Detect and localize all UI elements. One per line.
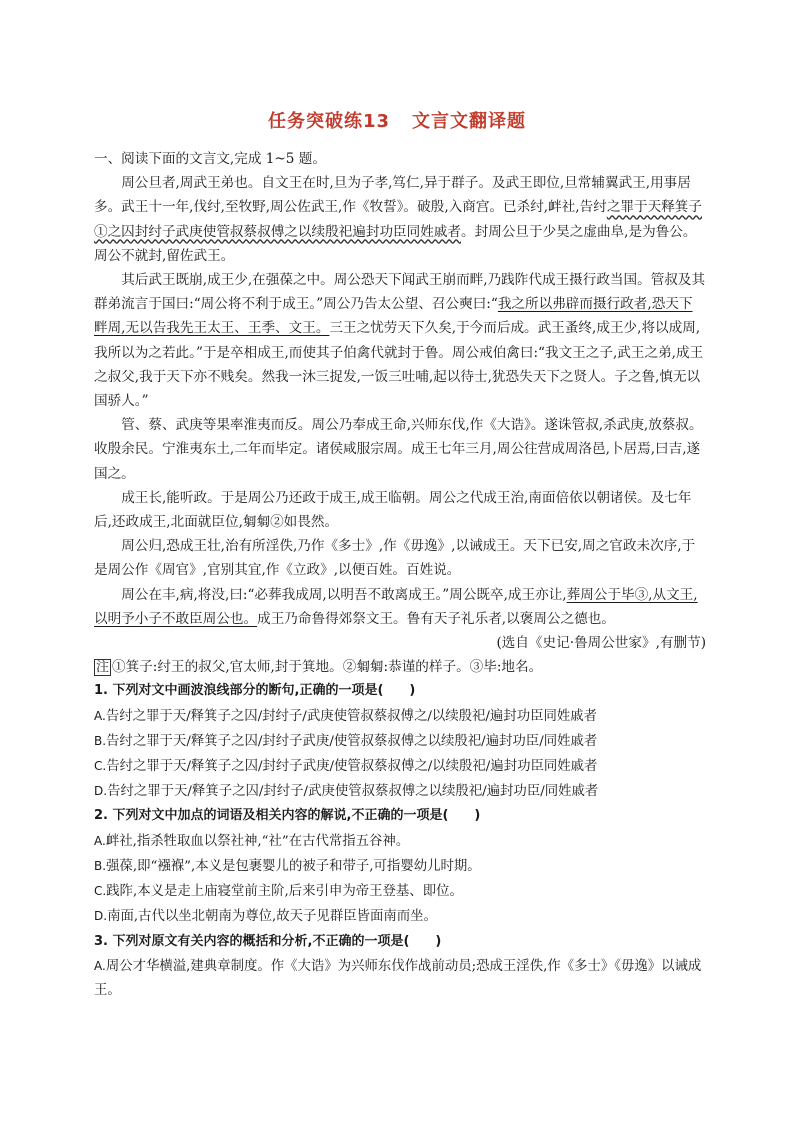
passage-paragraph-3: 管、蔡、武庚等果率淮夷而反。周公乃奉成王命,兴师东伐,作《大诰》。遂诛管叔,杀武庚,放蔡叔。收殷余民。宁淮夷东土,二年而毕定。诸侯咸服宗周。成王七年三月,周公往营成周洛邑,卜居焉,曰吉,遂国之。 bbox=[94, 417, 703, 482]
document-content bbox=[94, 147, 706, 1003]
question-1-option-c[interactable]: C.告纣之罪于天/释箕子之囚/封纣子武庚/使管叔蔡叔傅之/以续殷祀/遍封功臣同姓戚者 bbox=[94, 759, 598, 775]
section-heading: 一、阅读下面的文言文,完成 1~5 题。 bbox=[94, 151, 326, 167]
passage-paragraph-4: 成王长,能听政。于是周公乃还政于成王,成王临朝。周公之代成王治,南面倍依以朝诸侯。及七年后,还政成王,北面就臣位,匔匔②如畏然。 bbox=[94, 489, 692, 531]
question-2-stem: 2. 下列对文中加点的词语及相关内容的解说,不正确的一项是( ) bbox=[94, 808, 481, 824]
underlined-sentence-1: 我之所以弗辟而摄行政者,恐天下畔周,无以告我先王太王、王季、文王。 bbox=[94, 296, 693, 337]
passage-paragraph-6: 周公在丰,病,将没,曰:“必葬我成周,以明吾不敢离成王。”周公既卒,成王亦让,葬周公于毕③,从文王,以明予小子不敢臣周公也。成王乃命鲁得郊祭文王。鲁有天子礼乐者,以褒周公之德也。 bbox=[94, 586, 698, 627]
question-1-option-a[interactable]: A.告纣之罪于天/释箕子之囚/封纣子/武庚使管叔蔡叔傅之/以续殷祀/遍封功臣同姓戚者 bbox=[94, 708, 598, 724]
question-1-option-b[interactable]: B.告纣之罪于天/释箕子之囚/封纣子武庚/使管叔蔡叔傅之以续殷祀/遍封功臣/同姓戚者 bbox=[94, 733, 598, 749]
note-text: ①箕子:纣王的叔父,官太师,封于箕地。②匔匔:恭谨的样子。③毕:地名。 bbox=[112, 659, 543, 676]
passage-paragraph-2: 其后武王既崩,成王少,在强葆之中。周公恐天下闻武王崩而畔,乃践阼代成王摄行政当国。管叔及其群弟流言于国曰:“周公将不利于成王。”周公乃告太公望、召公奭曰:“我之所以弗辟而摄行政者,恐天下畔周,无以告我先王太王、王季、文王。三王之忧劳天下久矣,于今而后成。武王蚤终,成王少,将以成周,我所以为之若此。”于是卒相成王,而使其子伯禽代就封于鲁。周公戒伯禽曰:“我文王之子,武王之弟,成王之叔父,我于天下亦不贱矣。然我一沐三捉发,一饭三吐哺,起以待士,犹恐失天下之贤人。子之鲁,慎无以国骄人。” bbox=[94, 272, 706, 410]
question-2-option-a[interactable]: A.衅社,指杀牲取血以祭社神,“社”在古代常指五谷神。 bbox=[94, 833, 410, 849]
title-part-2: 文言文翻译题 bbox=[412, 111, 527, 132]
question-2-option-c[interactable]: C.践阼,本义是走上庙寝堂前主阶,后来引申为帝王登基、即位。 bbox=[94, 884, 463, 900]
page-title bbox=[0, 107, 794, 133]
question-3-stem: 3. 下列对原文有关内容的概括和分析,不正确的一项是( ) bbox=[94, 933, 442, 949]
passage-source: (选自《史记·鲁周公世家》,有删节) bbox=[496, 635, 706, 652]
passage-paragraph-1: 周公旦者,周武王弟也。自文王在时,旦为子孝,笃仁,异于群子。及武王即位,旦常辅翼武王,用事居多。武王十一年,伐纣,至牧野,周公佐武王,作《牧誓》。破殷,入商宫。已杀纣,衅社,告纣之罪于天释箕子①之囚封纣子武庚使管叔蔡叔傅之以续殷祀遍封功臣同姓戚者。封周公旦于少昊之虚曲阜,是为鲁公。周公不就封,留佐武王。 bbox=[94, 175, 702, 264]
question-3-option-a[interactable]: A.周公才华横溢,建典章制度。作《大诰》为兴师东伐作战前动员;恐成王淫佚,作《多士》《毋逸》以诫成王。 bbox=[94, 958, 702, 998]
footnotes bbox=[94, 655, 706, 679]
question-2-option-d[interactable]: D.南面,古代以坐北朝南为尊位,故天子见群臣皆面南而坐。 bbox=[94, 909, 437, 925]
note-label: 注 bbox=[96, 660, 110, 676]
title-part-1: 任务突破练13 bbox=[267, 111, 391, 132]
question-1-option-d[interactable]: D.告纣之罪于天/释箕子之囚/封纣子/武庚使管叔蔡叔傅之以续殷祀/遍封功臣/同姓戚者 bbox=[94, 784, 599, 800]
question-2-option-b[interactable]: B.强葆,即“襁褓”,本义是包裹婴儿的被子和带子,可指婴幼儿时期。 bbox=[94, 858, 481, 874]
underlined-sentence-2: 葬周公于毕③,从文王,以明予小子不敢臣周公也。 bbox=[94, 586, 698, 627]
wavy-underlined-text: 之罪于天释箕子①之囚封纣子武庚使管叔蔡叔傅之以续殷祀遍封功臣同姓戚者 bbox=[94, 199, 702, 240]
question-1-stem: 1. 下列对文中画波浪线部分的断句,正确的一项是( ) bbox=[94, 683, 416, 699]
passage-paragraph-5: 周公归,恐成王壮,治有所淫佚,乃作《多士》,作《毋逸》,以诫成王。天下已安,周之官政未次序,于是周公作《周官》,官别其宜,作《立政》,以便百姓。百姓说。 bbox=[94, 538, 696, 579]
